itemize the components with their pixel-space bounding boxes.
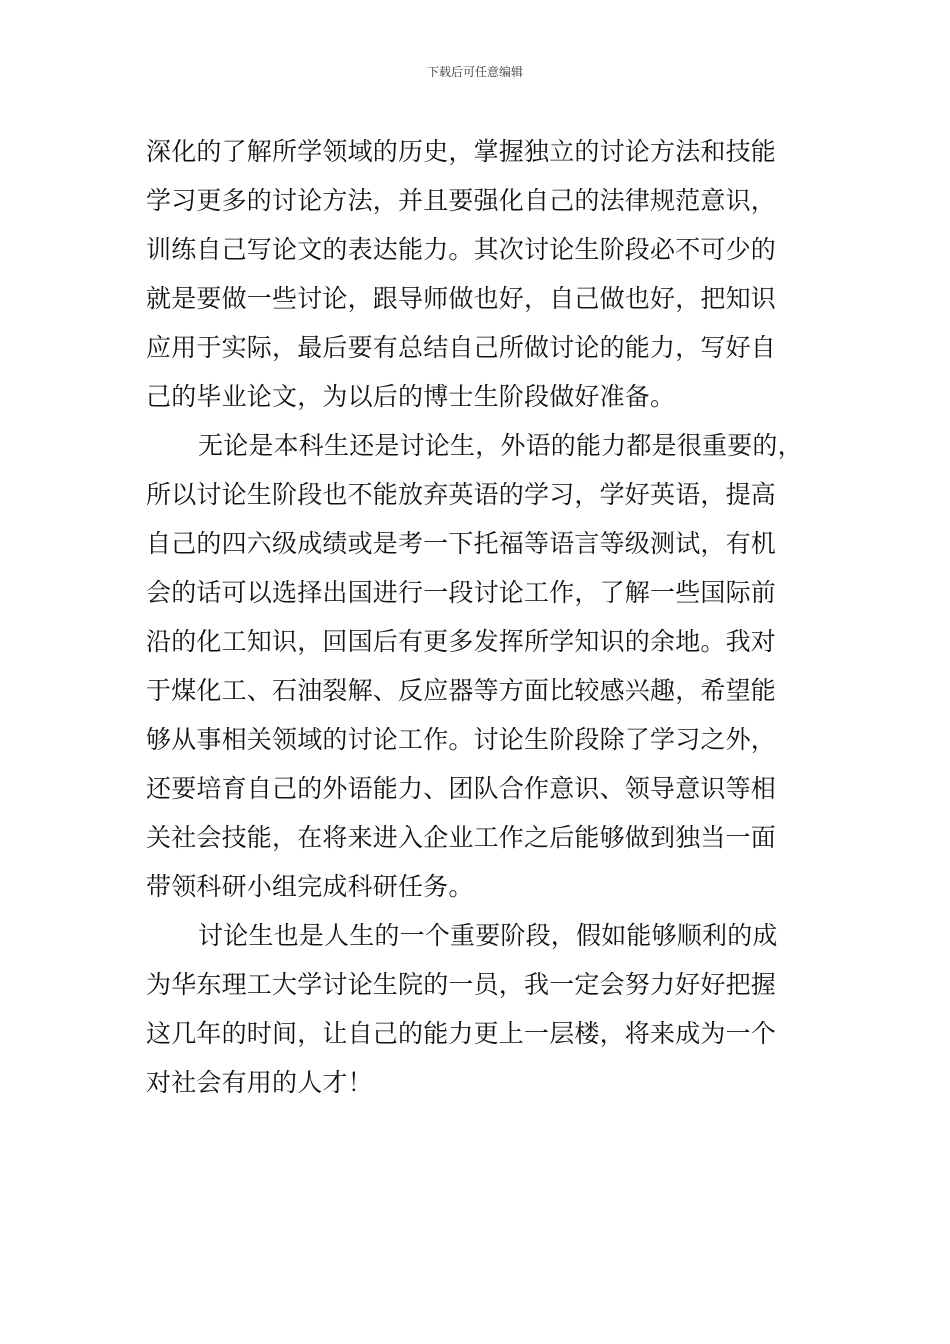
text-line: 应用于实际，最后要有总结自己所做讨论的能力，写好自: [146, 333, 777, 362]
paragraph-1: [146, 127, 836, 421]
text-line: 讨论生也是人生的一个重要阶段，假如能够顺利的成: [198, 921, 778, 950]
text-line: 学习更多的讨论方法，并且要强化自己的法律规范意识，: [146, 186, 777, 215]
text-line: 于煤化工、石油裂解、反应器等方面比较感兴趣，希望能: [146, 676, 777, 705]
text-line: 沿的化工知识，回国后有更多发挥所学知识的余地。我对: [146, 627, 777, 656]
text-line: 自己的四六级成绩或是考一下托福等语言等级测试，有机: [146, 529, 777, 558]
document-body: [146, 127, 836, 1107]
text-line: 己的毕业论文，为以后的博士生阶段做好准备。: [146, 382, 676, 411]
text-line: 训练自己写论文的表达能力。其次讨论生阶段必不可少的: [146, 235, 777, 264]
text-line: 关社会技能，在将来进入企业工作之后能够做到独当一面: [146, 823, 777, 852]
text-line: 够从事相关领域的讨论工作。讨论生阶段除了学习之外，: [146, 725, 777, 754]
paragraph-2: [146, 421, 836, 911]
text-line: 无论是本科生还是讨论生，外语的能力都是很重要的，: [198, 431, 803, 460]
text-line: 就是要做一些讨论，跟导师做也好，自己做也好，把知识: [146, 284, 777, 313]
text-line: 对社会有用的人才！: [146, 1068, 373, 1097]
text-line: 为华东理工大学讨论生院的一员，我一定会努力好好把握: [146, 970, 777, 999]
text-line: 所以讨论生阶段也不能放弃英语的学习，学好英语，提高: [146, 480, 777, 509]
text-line: 带领科研小组完成科研任务。: [146, 872, 474, 901]
text-line: 深化的了解所学领域的历史，掌握独立的讨论方法和技能: [146, 137, 777, 166]
text-line: 会的话可以选择出国进行一段讨论工作，了解一些国际前: [146, 578, 777, 607]
text-line: 这几年的时间，让自己的能力更上一层楼，将来成为一个: [146, 1019, 777, 1048]
page-header: 下载后可任意编辑: [426, 65, 523, 79]
paragraph-3: [146, 911, 836, 1107]
text-line: 还要培育自己的外语能力、团队合作意识、领导意识等相: [146, 774, 777, 803]
